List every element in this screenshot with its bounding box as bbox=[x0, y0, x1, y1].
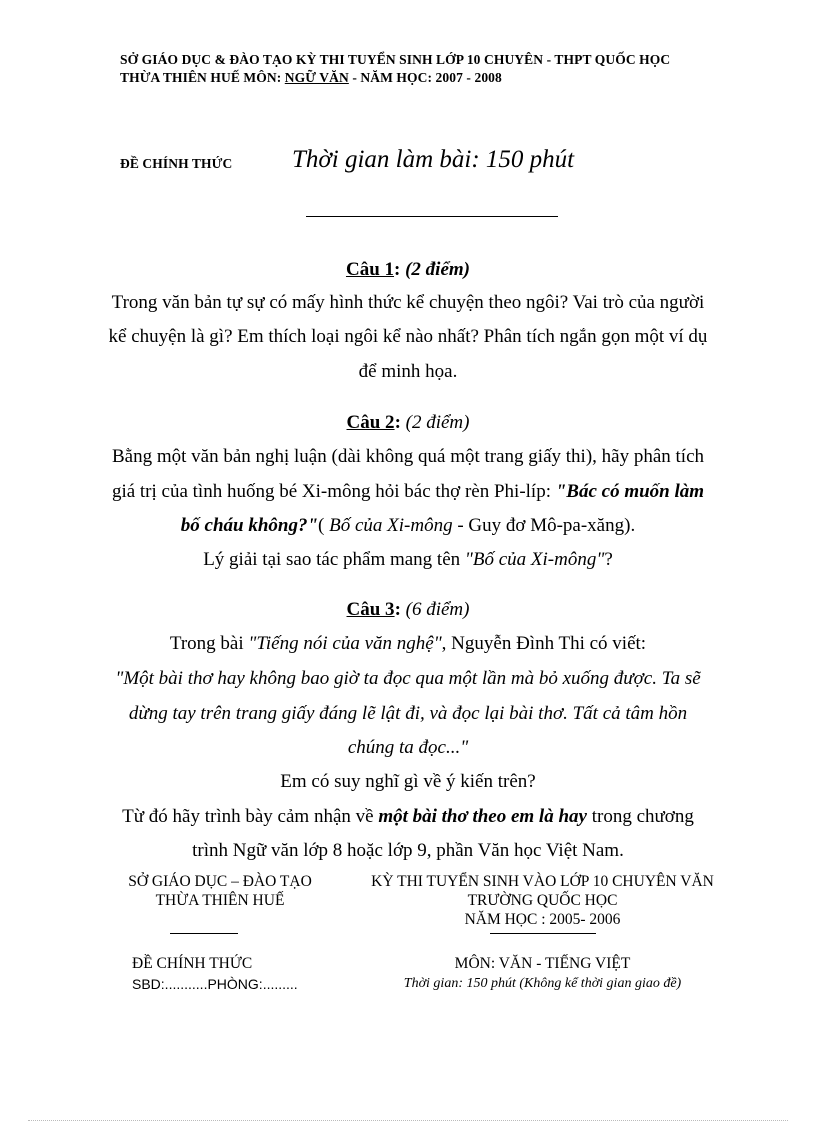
q1-title bbox=[0, 259, 816, 281]
q3-line-6-end: trong chương bbox=[586, 806, 694, 827]
title-divider bbox=[306, 216, 558, 217]
doc2-time: Thời gian: 150 phút (Không kể thời gian giao đề) bbox=[403, 976, 682, 991]
header-line-2 bbox=[120, 70, 502, 86]
q2-colon: : bbox=[394, 412, 401, 433]
doc2-subject: MÔN: VĂN - TIẾNG VIỆT bbox=[454, 955, 631, 972]
doc2-sbd: SBD:...........PHÒNG:......... bbox=[132, 976, 298, 992]
q2-points: (2 điểm) bbox=[405, 412, 470, 433]
q3-colon: : bbox=[394, 599, 401, 620]
q3-line-6 bbox=[0, 806, 816, 828]
q2-line-2 bbox=[0, 481, 816, 503]
q3-quote-line-2: dừng tay trên trang giấy đáng lẽ lật đi, và đọc lại bài thơ. Tất cả tâm hồn bbox=[128, 703, 688, 724]
q2-line-4 bbox=[0, 549, 816, 571]
q3-line-5: Em có suy nghĩ gì về ý kiến trên? bbox=[280, 771, 536, 792]
q3-line-1-author: , Nguyễn Đình Thi có viết: bbox=[441, 633, 647, 654]
q3-line-6-emphasis: một bài thơ theo em là hay bbox=[378, 806, 587, 827]
q3-points: (6 điểm) bbox=[405, 599, 470, 620]
q1-label: Câu 1 bbox=[345, 259, 395, 280]
q1-points: (2 điểm) bbox=[405, 259, 471, 280]
q3-line-7: trình Ngữ văn lớp 8 hoặc lớp 9, phần Văn học Việt Nam. bbox=[192, 840, 624, 861]
q2-quote-start: "Bác có muốn làm bbox=[555, 481, 705, 502]
page-bottom-dotted-rule bbox=[28, 1120, 788, 1121]
q2-line-4-text: Lý giải tại sao tác phẩm mang tên bbox=[203, 549, 465, 570]
header-subject: NGỮ VĂN bbox=[284, 70, 349, 85]
q2-line-3 bbox=[0, 515, 816, 537]
q2-line-4-title: "Bố của Xi-mông" bbox=[464, 549, 605, 570]
q3-line-1 bbox=[0, 633, 816, 655]
q3-label: Câu 3 bbox=[346, 599, 395, 620]
q2-paren-open: ( bbox=[318, 515, 330, 536]
header-line-1: SỞ GIÁO DỤC & ĐÀO TẠO KỲ THI TUYỂN SINH LỚP 10 CHUYÊN - THPT QUỐC HỌC bbox=[120, 52, 671, 67]
q2-line-2-text: giá trị của tình huống bé Xi-mông hỏi bác thợ rèn Phi-líp: bbox=[111, 481, 556, 502]
doc2-dept-line-2: THỪA THIÊN HUẾ bbox=[155, 892, 285, 909]
q2-title bbox=[0, 412, 816, 434]
exam-time: Thời gian làm bài: 150 phút bbox=[292, 146, 575, 173]
doc2-exam-line-2: TRƯỜNG QUỐC HỌC bbox=[467, 892, 618, 909]
doc2-left-divider bbox=[170, 933, 238, 934]
doc2-exam-line-1: KỲ THI TUYỂN SINH VÀO LỚP 10 CHUYÊN VĂN bbox=[371, 873, 714, 890]
header-line-2-suffix: - NĂM HỌC: 2007 - 2008 bbox=[348, 70, 502, 85]
q1-line-1: Trong văn bản tự sự có mấy hình thức kể chuyện theo ngôi? Vai trò của người bbox=[111, 292, 705, 313]
doc2-dept-line-1: SỞ GIÁO DỤC – ĐÀO TẠO bbox=[128, 873, 312, 890]
q1-line-2: kể chuyện là gì? Em thích loại ngôi kể nào nhất? Phân tích ngắn gọn một ví dụ bbox=[108, 326, 708, 347]
q3-quote-line-1: "Một bài thơ hay không bao giờ ta đọc qua một lần mà bỏ xuống được. Ta sẽ bbox=[115, 668, 701, 689]
q1-colon: : bbox=[394, 259, 401, 280]
q3-line-6-text: Từ đó hãy trình bày cảm nhận về bbox=[122, 806, 379, 827]
q3-line-1-text: Trong bài bbox=[169, 633, 249, 654]
q3-quote-line-3: chúng ta đọc..." bbox=[347, 737, 469, 758]
q2-author: - Guy đơ Mô-pa-xăng). bbox=[452, 515, 636, 536]
doc2-official-label: ĐỀ CHÍNH THỨC bbox=[132, 955, 253, 972]
doc2-right-divider bbox=[490, 933, 596, 934]
q1-line-3: để minh họa. bbox=[358, 361, 458, 382]
q3-title bbox=[0, 599, 816, 621]
q2-work-title: Bố của Xi-mông bbox=[329, 515, 453, 536]
q2-quote-end: bố cháu không?" bbox=[180, 515, 319, 536]
q2-label: Câu 2 bbox=[346, 412, 395, 433]
doc2-exam-line-3: NĂM HỌC : 2005- 2006 bbox=[464, 911, 621, 928]
q3-essay-title: "Tiếng nói của văn nghệ" bbox=[248, 633, 442, 654]
official-label: ĐỀ CHÍNH THỨC bbox=[120, 156, 233, 171]
q2-line-1: Bằng một văn bản nghị luận (dài không quá một trang giấy thi), hãy phân tích bbox=[111, 446, 705, 467]
q2-line-4-qmark: ? bbox=[604, 549, 613, 570]
header-line-2-prefix: THỪA THIÊN HUẾ MÔN: bbox=[120, 70, 285, 85]
